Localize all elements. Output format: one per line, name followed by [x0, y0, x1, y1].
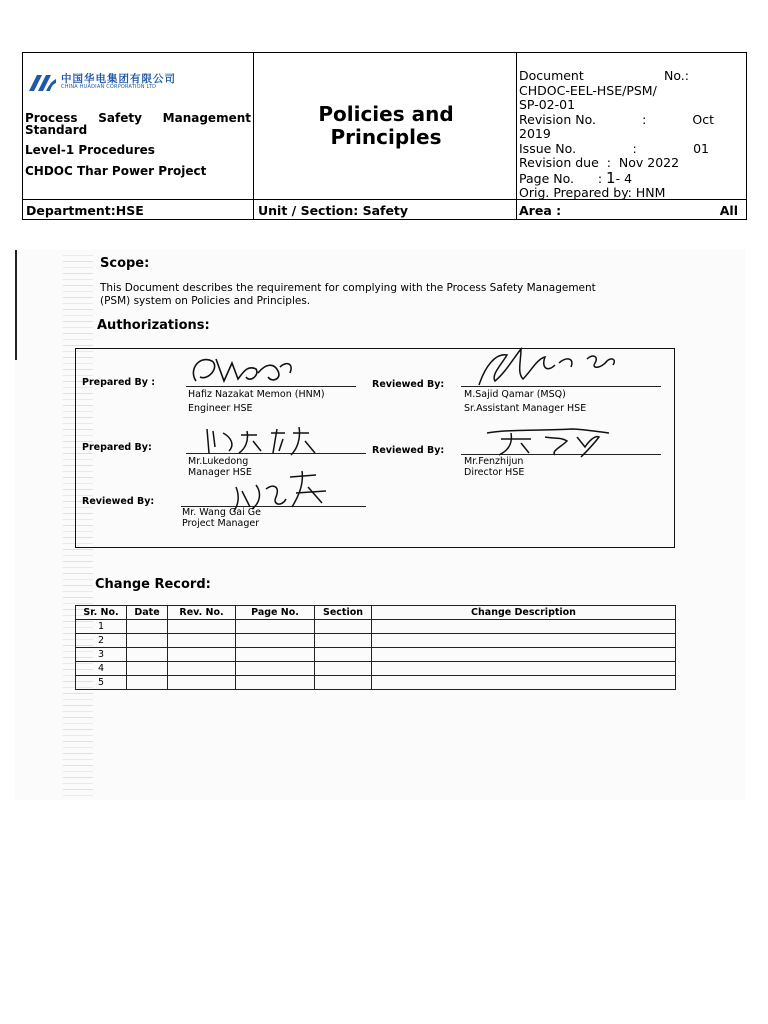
scanned-page	[15, 250, 745, 800]
signature-image	[186, 351, 301, 391]
procedure-level: Level-1 Procedures	[25, 143, 155, 157]
reviewer-title: Sr.Assistant Manager HSE	[464, 403, 587, 414]
area-value: All	[719, 203, 738, 218]
column-header: Date	[127, 606, 168, 620]
scope-text: This Document describes the requirement for complying with the Process Safety Management (PSM) system on Policies and Principles.	[100, 282, 596, 307]
reviewer-name: Mr.Fenzhijun	[464, 456, 524, 467]
project-name: CHDOC Thar Power Project	[25, 164, 207, 178]
preparer-title: Engineer HSE	[188, 403, 253, 414]
company-logo	[27, 71, 176, 93]
reviewer-title: Director HSE	[464, 467, 525, 478]
reviewer-name: Mr. Wang Gai Ge	[182, 507, 261, 518]
logo-english-name: CHINA HUADIAN CORPORATION LTD	[61, 84, 157, 91]
scope-heading: Scope:	[100, 256, 150, 271]
authorizations-box	[75, 348, 675, 548]
logo-chinese-name: 中国华电集团有限公司	[61, 72, 176, 85]
reviewed-by-label: Reviewed By:	[372, 445, 445, 456]
column-header: Section	[315, 606, 372, 620]
column-header: Sr. No.	[76, 606, 127, 620]
table-row: 1	[76, 620, 676, 634]
signature-image	[471, 345, 631, 391]
column-header: Rev. No.	[168, 606, 236, 620]
prepared-by-label: Prepared By :	[82, 377, 156, 388]
preparer-title: Manager HSE	[188, 467, 252, 478]
reviewer-name: M.Sajid Qamar (MSQ)	[464, 389, 566, 400]
standard-name-cont: Standard	[25, 123, 88, 137]
preparer-name: Mr.Lukedong	[188, 456, 249, 467]
signature-image	[481, 423, 616, 459]
document-title: Policies and Principles	[318, 102, 454, 149]
prepared-by-label: Prepared By:	[82, 442, 152, 453]
issue-number: Issue No. : 01	[519, 140, 709, 156]
revision-due: Revision due : Nov 2022	[519, 155, 680, 170]
document-header-table	[22, 52, 747, 220]
revision-number: Revision No. : Oct	[519, 111, 714, 127]
table-row: 5	[76, 676, 676, 690]
authorizations-heading: Authorizations:	[97, 318, 210, 333]
page-number: Page No. : 1- 4	[519, 168, 633, 187]
column-header: Change Description	[372, 606, 676, 620]
area-label: Area :	[519, 203, 562, 218]
document-number: CHDOC-EEL-HSE/PSM/	[519, 82, 657, 98]
preparer-name: Hafiz Nazakat Memon (HNM)	[188, 389, 325, 400]
change-record-heading: Change Record:	[95, 577, 211, 592]
column-header: Page No.	[236, 606, 315, 620]
table-row: 2	[76, 634, 676, 648]
scan-edge-mark	[15, 250, 17, 360]
unit-section: Unit / Section: Safety	[258, 203, 409, 218]
table-row: 3	[76, 648, 676, 662]
table-row: 4	[76, 662, 676, 676]
table-header-row	[76, 606, 676, 620]
standard-name: Process Safety Management	[25, 111, 251, 125]
reviewed-by-label: Reviewed By:	[82, 496, 155, 507]
china-huadian-logo-icon	[27, 71, 57, 93]
department: Department:HSE	[26, 203, 144, 218]
original-preparer: Orig. Prepared by: HNM	[519, 185, 666, 200]
header-divider	[253, 53, 254, 219]
reviewed-by-label: Reviewed By:	[372, 379, 445, 390]
document-meta: Document No.: CHDOC-EEL-HSE/PSM/ SP-02-01 Revision No. : Oct 2019 Issue No. : 01 Revision due : Nov 2022 Page No. : 1- 4 Orig. Prepared by: HNM	[519, 69, 744, 201]
reviewer-title: Project Manager	[182, 518, 260, 529]
signature-image	[201, 423, 331, 457]
change-record-table	[75, 605, 676, 690]
